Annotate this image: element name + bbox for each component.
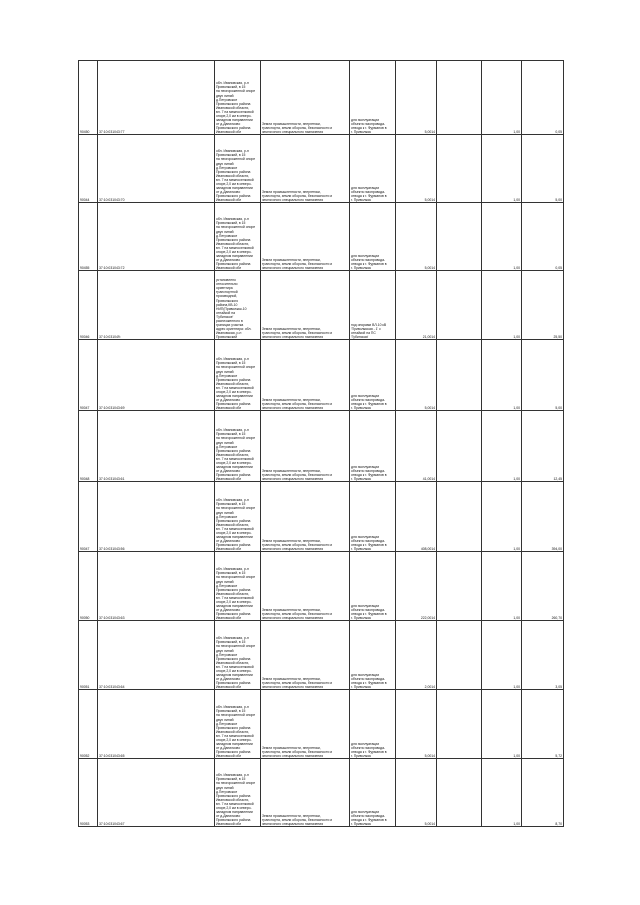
permitted-use: для эксплуатации объекта газопровода- отвода к г. Фурманов в г. Приволжск [350, 135, 396, 203]
row-id: 90047 [79, 340, 98, 411]
area-value: 408,0014 [396, 482, 437, 552]
land-category: Земли промышленности, энергетики, транспорта, земли обороны, безопасности и земли иного специального назначения [261, 411, 350, 482]
total-value: 0,05 [522, 61, 564, 135]
address-cell: обл. Ивановская, р-н Приволжский, в 15 на неогороженной опоре двух линий д.Петровское Приволжского района Ивановской области, вл. 7 на межпоселковой опоре,2,0 км в северо- западном направлении от д.Данилково Приволжского района Ивановской обл [215, 135, 261, 203]
coefficient-value: 1,00 [482, 203, 522, 271]
cadastral-number: 37:10:031043:64 [98, 621, 215, 690]
cadastral-number: 37:10:031043:77 [98, 61, 215, 135]
table-row [79, 135, 564, 203]
table-row [79, 340, 564, 411]
coefficient-value: 1,00 [482, 759, 522, 827]
cadastral-number: 37:10:031043:63 [98, 552, 215, 621]
area-value: 21,0014 [396, 271, 437, 340]
cadastral-number: 37:10:031043:67 [98, 759, 215, 827]
land-category: Земли промышленности, энергетики, транспорта, земли обороны, безопасности и земли иного специального назначения [261, 482, 350, 552]
table-row [79, 621, 564, 690]
address-cell: обл. Ивановская, р-н Приволжский, в 15 на неогороженной опоре двух линий д.Петровское Приволжского района Ивановской области, вл. 7 на межпоселковой опоре,2,0 км в северо- западном направлении от д.Данилково Приволжского района Ивановской обл [215, 482, 261, 552]
cadastral-number: 37:10:031043:72 [98, 203, 215, 271]
permitted-use: для эксплуатации объекта газопровода- отвода к г. Фурманов в г. Приволжск [350, 411, 396, 482]
row-id: 90053 [79, 759, 98, 827]
empty-cell [437, 271, 482, 340]
cadastral-number: 37:10:031043:70 [98, 135, 215, 203]
land-register-table [78, 60, 564, 827]
address-cell: обл. Ивановская, р-н Приволжский, в 15 на неогороженной опоре двух линий д.Петровское Приволжского района Ивановской области, вл. 7 на межпоселковой опоре,2,0 км в северо- западном направлении от д.Данилково Приволжского района Ивановской обл [215, 690, 261, 759]
permitted-use: для эксплуатации объекта газопровода- отвода к г. Фурманов в г. Приволжск [350, 759, 396, 827]
coefficient-value: 1,00 [482, 552, 522, 621]
cadastral-number: 37:10:031043:69 [98, 340, 215, 411]
table-row [79, 271, 564, 340]
table-row [79, 482, 564, 552]
area-value: 5,0014 [396, 759, 437, 827]
permitted-use: для эксплуатации объекта газопровода- отвода к г. Фурманов в г. Приволжск [350, 552, 396, 621]
coefficient-value: 1,00 [482, 621, 522, 690]
land-category: Земли промышленности, энергетики, транспорта, земли обороны, безопасности и земли иного специального назначения [261, 203, 350, 271]
address-cell: обл. Ивановская, р-н Приволжский, в 15 на неогороженной опоре двух линий д.Петровское Приволжского района Ивановской области, вл. 7 на межпоселковой опоре,2,0 км в северо- западном направлении от д.Данилково Приволжского района Ивановской обл [215, 621, 261, 690]
table-row [79, 61, 564, 135]
empty-cell [437, 61, 482, 135]
land-category: Земли промышленности, энергетики, транспорта, земли обороны, безопасности и земли иного специального назначения [261, 690, 350, 759]
area-value: 5,0014 [396, 690, 437, 759]
total-value: 25,50 [522, 271, 564, 340]
permitted-use: для эксплуатации объекта газопровода- отвода к г. Фурманов в г. Приволжск [350, 482, 396, 552]
empty-cell [437, 759, 482, 827]
permitted-use: для эксплуатации объекта газопровода- отвода к г. Фурманов в г. Приволжск [350, 621, 396, 690]
land-category: Земли промышленности, энергетики, транспорта, земли обороны, безопасности и земли иного специального назначения [261, 61, 350, 135]
row-id: 90046 [79, 271, 98, 340]
area-value: 5,0014 [396, 203, 437, 271]
row-id: 90051 [79, 621, 98, 690]
coefficient-value: 1,00 [482, 340, 522, 411]
land-category: Земли промышленности, энергетики, транспорта, земли обороны, безопасности и земли иного специального назначения [261, 621, 350, 690]
land-category: Земли промышленности, энергетики, транспорта, земли обороны, безопасности и земли иного специального назначения [261, 271, 350, 340]
row-id: 90048 [79, 411, 98, 482]
empty-cell [437, 621, 482, 690]
area-value: 2,0014 [396, 621, 437, 690]
area-value: 5,0014 [396, 340, 437, 411]
total-value: 394,00 [522, 482, 564, 552]
area-value: 41,0014 [396, 411, 437, 482]
total-value: 5,00 [522, 135, 564, 203]
empty-cell [437, 482, 482, 552]
row-id: 90050 [79, 552, 98, 621]
address-cell: обл. Ивановская, р-н Приволжский, в 15 на неогороженной опоре двух линий д.Петровское Приволжского района Ивановской области, вл. 7 на межпоселковой опоре,2,0 км в северо- западном направлении от д.Данилково Приволжского района Ивановской обл [215, 340, 261, 411]
coefficient-value: 1,00 [482, 61, 522, 135]
total-value: 260,70 [522, 552, 564, 621]
row-id: 90450 [79, 61, 98, 135]
table-row [79, 203, 564, 271]
address-cell: обл. Ивановская, р-н Приволжский, в 15 на неогороженной опоре двух линий д.Петровское Приволжского района Ивановской области, вл. 7 на межпоселковой опоре,2,0 км в северо- западном направлении от д.Данилково Приволжского района Ивановской обл [215, 203, 261, 271]
coefficient-value: 1,00 [482, 411, 522, 482]
empty-cell [437, 203, 482, 271]
row-id: 90052 [79, 690, 98, 759]
permitted-use: под опорами ВЛ-10 кВ 'Приволжская - 1' с отпайкой на ПС 'Губинская' [350, 271, 396, 340]
empty-cell [437, 411, 482, 482]
address-cell: установлено относительно ориентира транспортной производной, Приволжского района,КВ-10 НИП(Приволжск-10 отпайкой на 'Губинское' распложенного в границах участка адрес ориентира: обл. Ивановская, р-н Приволжский [215, 271, 261, 340]
permitted-use: для эксплуатации объекта газопровода- отвода к г. Фурманов в г. Приволжск [350, 61, 396, 135]
coefficient-value: 1,00 [482, 271, 522, 340]
table-row [79, 690, 564, 759]
address-cell: обл. Ивановская, р-н Приволжский, в 15 на неогороженной опоре двух линий д.Петровское Приволжского района Ивановской области, вл. 7 на межпоселковой опоре,2,0 км в северо- западном направлении от д.Данилково Приволжского района Ивановской обл [215, 61, 261, 135]
cadastral-number: 37:10:031049: [98, 271, 215, 340]
land-category: Земли промышленности, энергетики, транспорта, земли обороны, безопасности и земли иного специального назначения [261, 759, 350, 827]
coefficient-value: 1,00 [482, 690, 522, 759]
address-cell: обл. Ивановская, р-н Приволжский, в 15 на неогороженной опоре двух линий д.Петровское Приволжского района Ивановской области, вл. 7 на межпоселковой опоре,2,0 км в северо- западном направлении от д.Данилково Приволжского района Ивановской обл [215, 411, 261, 482]
total-value: 5,72 [522, 690, 564, 759]
row-id: 90047 [79, 482, 98, 552]
land-category: Земли промышленности, энергетики, транспорта, земли обороны, безопасности и земли иного специального назначения [261, 552, 350, 621]
empty-cell [437, 690, 482, 759]
permitted-use: для эксплуатации объекта газопровода- отвода к г. Фурманов в г. Приволжск [350, 340, 396, 411]
row-id: 90455 [79, 203, 98, 271]
area-value: 5,0014 [396, 135, 437, 203]
coefficient-value: 1,00 [482, 135, 522, 203]
empty-cell [437, 340, 482, 411]
permitted-use: для эксплуатации объекта газопровода- отвода к г. Фурманов в г. Приволжск [350, 203, 396, 271]
table-row [79, 552, 564, 621]
cadastral-number: 37:10:031043:61 [98, 411, 215, 482]
area-value: 5,0014 [396, 61, 437, 135]
total-value: 12,45 [522, 411, 564, 482]
total-value: 5,00 [522, 340, 564, 411]
coefficient-value: 1,00 [482, 482, 522, 552]
land-category: Земли промышленности, энергетики, транспорта, земли обороны, безопасности и земли иного специального назначения [261, 135, 350, 203]
cadastral-number: 37:10:031043:65 [98, 690, 215, 759]
address-cell: обл. Ивановская, р-н Приволжский, в 15 на неогороженной опоре двух линий д.Петровское Приволжского района Ивановской области, вл. 7 на межпоселковой опоре,2,0 км в северо- западном направлении от д.Данилково Приволжского района Ивановской обл [215, 759, 261, 827]
total-value: 0,05 [522, 203, 564, 271]
empty-cell [437, 552, 482, 621]
land-category: Земли промышленности, энергетики, транспорта, земли обороны, безопасности и земли иного специального назначения [261, 340, 350, 411]
table-row [79, 411, 564, 482]
address-cell: обл. Ивановская, р-н Приволжский, в 15 на неогороженной опоре двух линий д.Петровское Приволжского района Ивановской области, вл. 7 на межпоселковой опоре,2,0 км в северо- западном направлении от д.Данилково Приволжского района Ивановской обл [215, 552, 261, 621]
cadastral-number: 37:10:031043:56 [98, 482, 215, 552]
row-id: 90044 [79, 135, 98, 203]
empty-cell [437, 135, 482, 203]
area-value: 222,0014 [396, 552, 437, 621]
table-row [79, 759, 564, 827]
total-value: 3,05 [522, 621, 564, 690]
total-value: 8,70 [522, 759, 564, 827]
permitted-use: для эксплуатации объекта газопровода- отвода к г. Фурманов в г. Приволжск [350, 690, 396, 759]
